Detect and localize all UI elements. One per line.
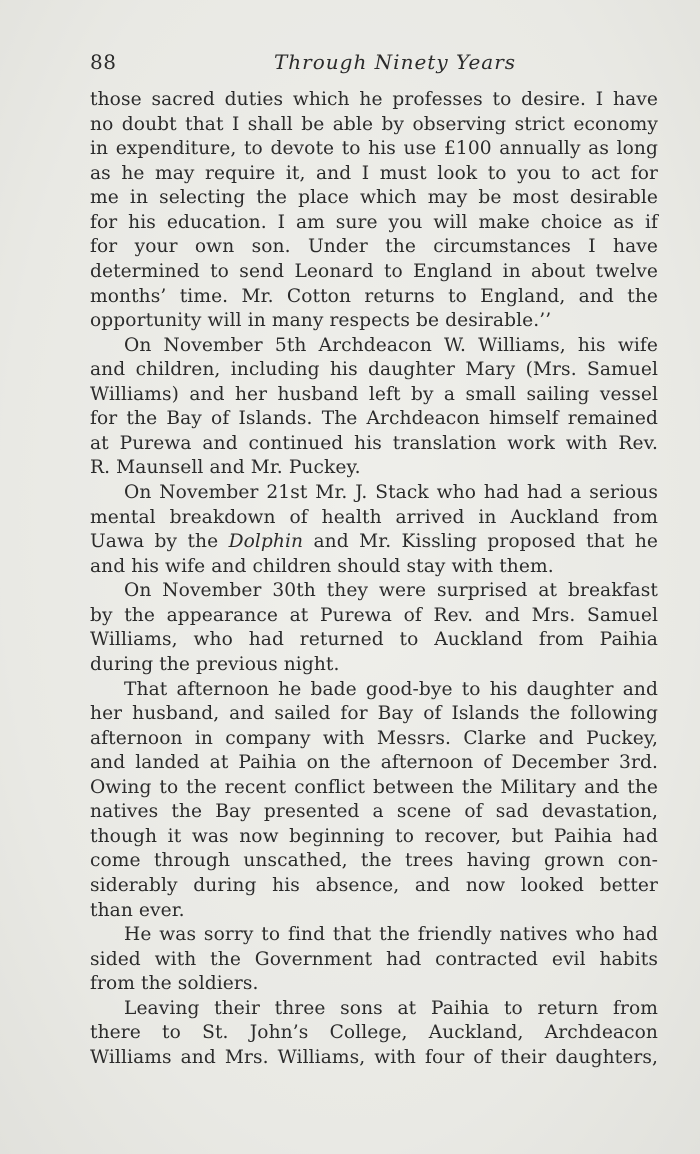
text-line: On November 21st Mr. J. Stack who had had a serious bbox=[124, 482, 658, 503]
text-line: mental breakdown of health arrived in Auckland from bbox=[90, 506, 658, 528]
running-title: Through Ninety Years bbox=[273, 50, 517, 74]
text-line: for his education. I am sure you will make choice as if bbox=[90, 211, 658, 233]
text-line: there to St. John’s College, Auckland, Archdeacon bbox=[90, 1022, 658, 1044]
text-line: determined to send Leonard to England in about twelve bbox=[90, 260, 658, 282]
page-number: 88 bbox=[90, 50, 117, 74]
text-line: and children, including his daughter Mary (Mrs. Samuel bbox=[90, 359, 658, 381]
text-line: as he may require it, and I must look to you to act for bbox=[90, 162, 658, 184]
page-header bbox=[90, 50, 660, 80]
text-line: and his wife and children should stay with them. bbox=[90, 555, 554, 577]
text-line: On November 5th Archdeacon W. Williams, his wife bbox=[124, 334, 658, 356]
text-line: during the previous night. bbox=[90, 653, 340, 675]
text-line: siderably during his absence, and now looked better bbox=[90, 875, 658, 896]
text-line: in expenditure, to devote to his use £100 annually as long bbox=[90, 138, 658, 160]
text-line: at Purewa and continued his translation work with Rev. bbox=[90, 432, 658, 454]
text-line: for your own son. Under the circumstances I have bbox=[90, 236, 658, 258]
text-line: opportunity will in many respects be desirable.’’ bbox=[90, 310, 552, 332]
text-line: afternoon in company with Messrs. Clarke and Puckey, bbox=[90, 727, 658, 749]
text-line: by the appearance at Purewa of Rev. and Mrs. Samuel bbox=[90, 604, 658, 626]
text-line: Owing to the recent conflict between the Military and the bbox=[90, 776, 658, 798]
text-line: her husband, and sailed for Bay of Islands the following bbox=[90, 703, 658, 725]
text-line: months’ time. Mr. Cotton returns to England, and the bbox=[90, 285, 658, 307]
text-line: natives the Bay presented a scene of sad devastation, bbox=[90, 801, 658, 823]
ship-name: Dolphin bbox=[228, 531, 304, 553]
text-line: R. Maunsell and Mr. Puckey. bbox=[90, 457, 361, 479]
text-line: Leaving their three sons at Paihia to return from bbox=[124, 997, 658, 1019]
text-line: come through unscathed, the trees having grown con- bbox=[90, 850, 658, 872]
text-line: than ever. bbox=[90, 899, 185, 921]
text-line: Williams and Mrs. Williams, with four of their daughters, bbox=[90, 1046, 658, 1068]
text-line: Williams) and her husband left by a small sailing vessel bbox=[90, 383, 658, 405]
text-segment: Uawa by the bbox=[90, 531, 229, 553]
text-line: He was sorry to find that the friendly natives who had bbox=[124, 924, 658, 946]
body-text bbox=[90, 88, 658, 1071]
text-line: though it was now beginning to recover, but Paihia had bbox=[90, 825, 658, 847]
text-line: me in selecting the place which may be most desirable bbox=[90, 187, 658, 209]
text-line: from the soldiers. bbox=[90, 973, 259, 995]
text-line: Williams, who had returned to Auckland from Paihia bbox=[90, 629, 658, 651]
text-line: for the Bay of Islands. The Archdeacon himself remained bbox=[90, 408, 658, 430]
text-line: sided with the Government had contracted evil habits bbox=[90, 948, 658, 970]
text-line: That afternoon he bade good-bye to his daughter and bbox=[124, 678, 658, 700]
text-line: On November 30th they were surprised at breakfast bbox=[124, 580, 658, 602]
text-segment: and Mr. Kissling proposed that he bbox=[303, 531, 659, 553]
text-line: and landed at Paihia on the afternoon of December 3rd. bbox=[90, 752, 658, 774]
text-line: no doubt that I shall be able by observing strict economy bbox=[90, 113, 658, 135]
text-line bbox=[90, 530, 658, 555]
text-line: those sacred duties which he professes to desire. I have bbox=[90, 89, 658, 110]
